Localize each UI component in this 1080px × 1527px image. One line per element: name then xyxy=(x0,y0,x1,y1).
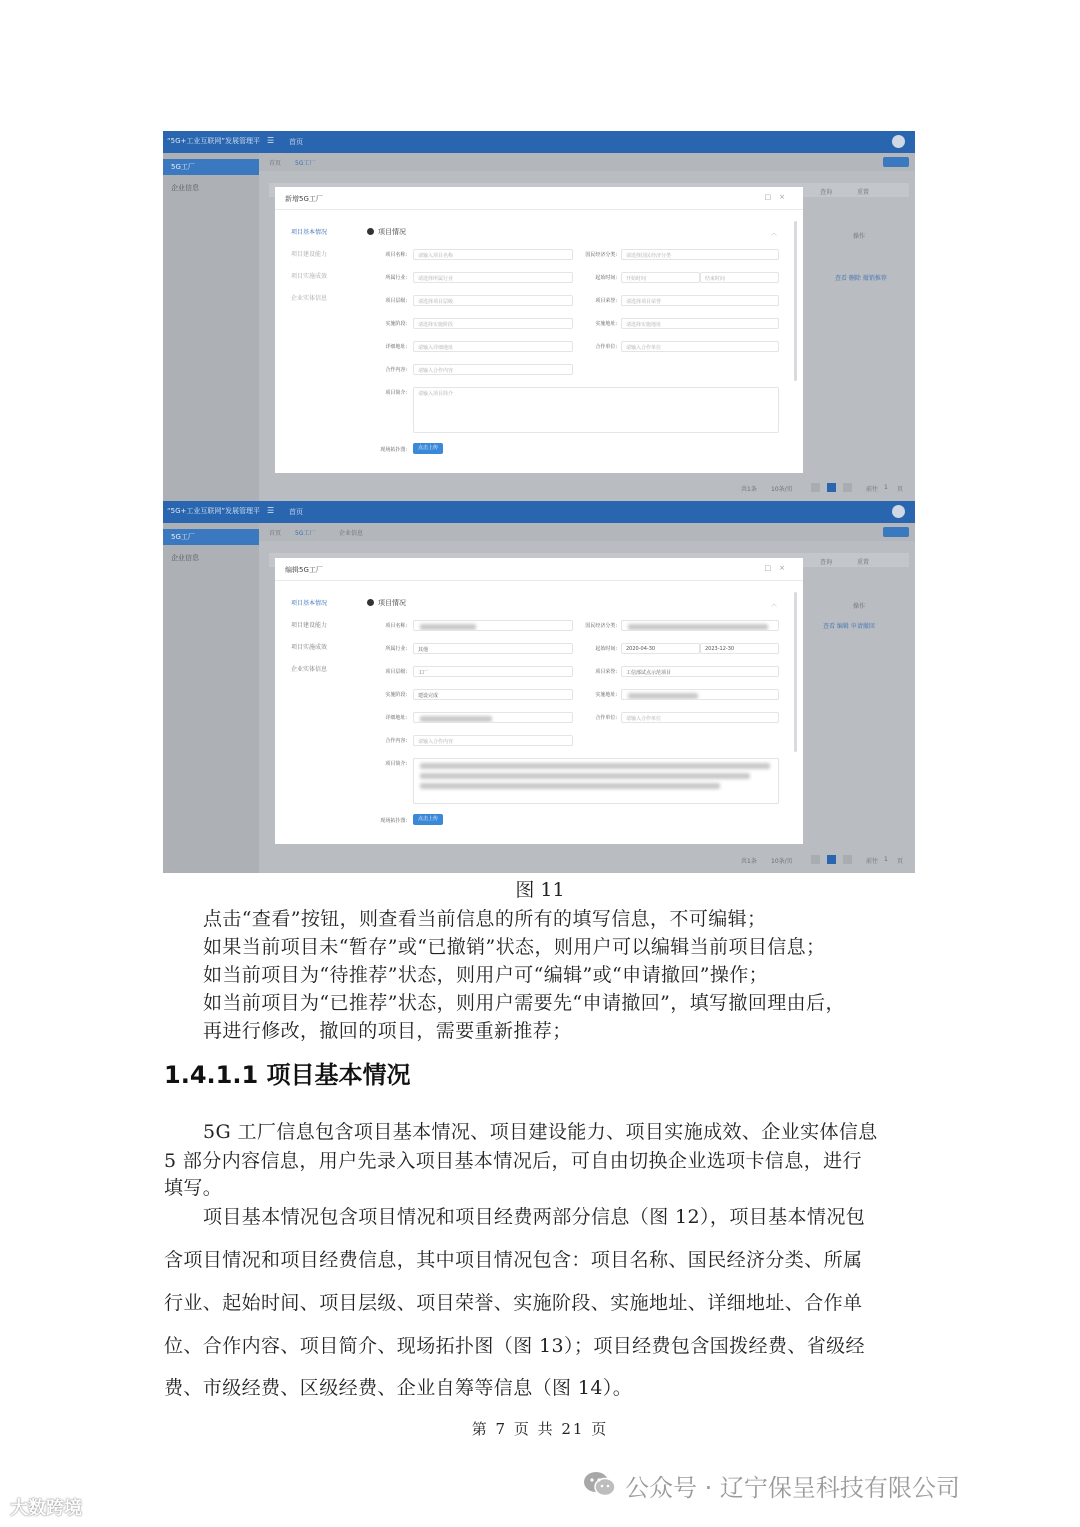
dialog-title: 新增5G工厂 xyxy=(285,195,323,203)
label-addr: 实施地址: xyxy=(595,692,617,698)
tab-5g-factory[interactable]: 5G工厂 xyxy=(295,530,316,537)
section-title-text: 项目情况 xyxy=(378,228,406,236)
new-factory-dialog xyxy=(275,187,803,473)
tab-home[interactable]: 首页 xyxy=(269,530,282,537)
label-coop: 合作内容: xyxy=(385,367,407,373)
redacted-text xyxy=(420,624,476,630)
select-industry[interactable]: 其他 xyxy=(413,643,573,654)
label-name: 项目名称: xyxy=(385,252,407,258)
body-line: 费、市级经费、区级经费、企业自筹等信息（图 14）。 xyxy=(164,1377,633,1399)
input-partner[interactable]: 请输入合作单位 xyxy=(621,341,779,352)
instruction-line: 如当前项目为“待推荐”状态，则用户可“编辑”或“申请撤回”操作； xyxy=(203,964,769,986)
tab-strip xyxy=(259,153,915,171)
label-intro: 项目简介: xyxy=(385,390,407,396)
tab-company-info[interactable]: 企业信息 xyxy=(339,530,364,537)
redacted-text xyxy=(420,763,770,769)
bg-row-actions[interactable]: 查看 删除 撤销推荐 xyxy=(835,275,887,282)
body-line: 项目基本情况包含项目情况和项目经费两部分信息（图 12），项目基本情况包 xyxy=(203,1206,866,1228)
pager-goto-page[interactable]: 1 xyxy=(884,484,888,491)
pager-current[interactable] xyxy=(827,855,836,864)
pager-size[interactable]: 10条/页 xyxy=(771,486,793,493)
pager-prev[interactable] xyxy=(811,855,820,864)
label-honor: 项目荣誉: xyxy=(595,298,617,304)
select-level[interactable]: 请选择项目层级 xyxy=(413,295,573,306)
select-honor[interactable]: 工信部试点示范项目 xyxy=(621,666,779,677)
label-stage: 实施阶段: xyxy=(385,692,407,698)
section-title-text: 项目情况 xyxy=(378,599,406,607)
instruction-line: 如果当前项目未“暂存”或“已撤销”状态，则用户可以编辑当前项目信息； xyxy=(203,936,826,958)
redacted-text xyxy=(420,783,720,789)
watermark-account: 公众号 · 辽宁保呈科技有限公司 xyxy=(625,1474,960,1502)
more-button[interactable] xyxy=(883,527,909,537)
menu-toggle-icon[interactable]: ☰ xyxy=(267,136,275,145)
body-line: 位、合作内容、项目简介、现场拓扑图（图 13）；项目经费包含国拨经费、省级经 xyxy=(164,1335,865,1357)
body-line: 5 部分内容信息，用户先录入项目基本情况后，可自由切换企业选项卡信息，进行 xyxy=(164,1150,862,1172)
info-icon xyxy=(367,599,374,606)
select-addr[interactable] xyxy=(621,689,779,700)
nav-construction[interactable]: 项目建设能力 xyxy=(291,251,328,258)
label-level: 项目层级: xyxy=(385,298,407,304)
nav-construction[interactable]: 项目建设能力 xyxy=(291,622,328,629)
scrollbar[interactable] xyxy=(794,592,797,752)
avatar[interactable] xyxy=(892,135,905,148)
dialog-title: 编辑5G工厂 xyxy=(285,566,323,574)
app-topbar xyxy=(163,131,915,153)
select-econ[interactable]: 请选择国民经济分类 xyxy=(621,249,779,260)
input-time-start[interactable]: 开始时间 xyxy=(621,272,700,283)
dialog-header xyxy=(275,187,803,210)
input-partner[interactable]: 请输入合作单位 xyxy=(621,712,779,723)
page-footer: 第 7 页 共 21 页 xyxy=(471,1420,609,1438)
pager-unit: 页 xyxy=(897,486,904,493)
bg-col-header: 操作 xyxy=(853,233,866,240)
label-topo: 现场拓扑图: xyxy=(380,818,407,824)
select-stage[interactable]: 请选择实施阶段 xyxy=(413,318,573,329)
screenshot-edit-factory xyxy=(163,501,915,873)
figure-caption: 图 11 xyxy=(515,879,565,901)
pager-next[interactable] xyxy=(843,483,852,492)
wechat-icon xyxy=(583,1470,617,1498)
nav-basic-info[interactable]: 项目基本情况 xyxy=(291,229,328,236)
pager-next[interactable] xyxy=(843,855,852,864)
select-econ[interactable] xyxy=(621,620,779,631)
chevron-up-icon[interactable]: ︿ xyxy=(770,601,777,608)
section-heading: 1.4.1.1 项目基本情况 xyxy=(164,1061,411,1089)
label-detail: 详细地址: xyxy=(385,344,407,350)
pager-size[interactable]: 10条/页 xyxy=(771,858,793,865)
sidebar xyxy=(163,153,259,501)
textarea-intro[interactable] xyxy=(413,758,779,804)
nav-results[interactable]: 项目实施成效 xyxy=(291,273,328,280)
body-line: 填写。 xyxy=(164,1177,223,1199)
input-detail[interactable]: 请输入详细地址 xyxy=(413,341,573,352)
menu-toggle-icon[interactable]: ☰ xyxy=(267,506,275,515)
breadcrumb-home[interactable]: 首页 xyxy=(289,138,303,146)
label-coop: 合作内容: xyxy=(385,738,407,744)
bg-search-label[interactable]: 查询 xyxy=(820,189,833,196)
label-time: 起始时间: xyxy=(595,646,617,652)
label-industry: 所属行业: xyxy=(385,275,407,281)
app-topbar xyxy=(163,501,915,523)
dialog-controls-icon[interactable]: □× xyxy=(764,564,793,572)
app-title: “5G+工业互联网”发展管理平 xyxy=(167,507,260,515)
pager-goto-page[interactable]: 1 xyxy=(884,856,888,863)
label-econ: 国民经济分类: xyxy=(585,623,617,629)
select-honor[interactable]: 请选择项目荣誉 xyxy=(621,295,779,306)
screenshot-new-factory xyxy=(163,131,915,501)
chevron-up-icon[interactable]: ︿ xyxy=(770,230,777,237)
label-name: 项目名称: xyxy=(385,623,407,629)
avatar[interactable] xyxy=(892,505,905,518)
nav-basic-info[interactable]: 项目基本情况 xyxy=(291,600,328,607)
pager-current[interactable] xyxy=(827,483,836,492)
label-addr: 实施地址: xyxy=(595,321,617,327)
body-line: 含项目情况和项目经费信息，其中项目情况包含：项目名称、国民经济分类、所属 xyxy=(164,1249,863,1271)
sidebar-item-5g-factory[interactable]: 5G工厂 xyxy=(163,159,259,175)
nav-entity[interactable]: 企业实体信息 xyxy=(291,666,328,673)
sidebar-item-company-info[interactable]: 企业信息 xyxy=(171,184,199,192)
pager-total: 共1条 xyxy=(741,486,757,493)
textarea-intro[interactable]: 请输入项目简介 xyxy=(413,387,779,433)
body-line: 行业、起始时间、项目层级、项目荣誉、实施阶段、实施地址、详细地址、合作单 xyxy=(164,1292,863,1314)
pager-total: 共1条 xyxy=(741,858,757,865)
nav-entity[interactable]: 企业实体信息 xyxy=(291,295,328,302)
label-partner: 合作单位: xyxy=(595,344,617,350)
label-time: 起始时间: xyxy=(595,275,617,281)
upload-button[interactable]: 点击上传 xyxy=(413,814,443,825)
dialog-header xyxy=(275,558,803,581)
label-econ: 国民经济分类: xyxy=(585,252,617,258)
sidebar xyxy=(163,523,259,873)
app-title: “5G+工业互联网”发展管理平 xyxy=(167,137,260,145)
instruction-line: 再进行修改，撤回的项目，需要重新推荐； xyxy=(203,1020,572,1042)
scrollbar[interactable] xyxy=(794,221,797,381)
bg-row-actions[interactable]: 查看 编辑 申请撤回 xyxy=(823,623,875,630)
instruction-line: 点击“查看”按钮，则查看当前信息的所有的填写信息，不可编辑； xyxy=(203,908,767,930)
select-level[interactable]: 工厂 xyxy=(413,666,573,677)
section-title xyxy=(367,227,406,237)
input-time-end[interactable]: 2023-12-30 xyxy=(700,643,779,654)
redacted-text xyxy=(420,773,750,779)
dialog-controls-icon[interactable]: □× xyxy=(764,193,793,201)
bg-reset-label[interactable]: 重置 xyxy=(857,189,870,196)
input-detail[interactable] xyxy=(413,712,573,723)
upload-button[interactable]: 点击上传 xyxy=(413,443,443,454)
input-time-start[interactable]: 2020-04-30 xyxy=(621,643,700,654)
edit-factory-dialog xyxy=(275,558,803,844)
bg-search-label[interactable]: 查询 xyxy=(820,559,833,566)
label-stage: 实施阶段: xyxy=(385,321,407,327)
tab-strip xyxy=(259,523,915,541)
nav-results[interactable]: 项目实施成效 xyxy=(291,644,328,651)
pager-goto: 前往 xyxy=(866,858,879,865)
select-addr[interactable]: 请选择实施地址 xyxy=(621,318,779,329)
select-industry[interactable]: 请选择所属行业 xyxy=(413,272,573,283)
tab-home[interactable]: 首页 xyxy=(269,160,282,167)
redacted-text xyxy=(420,716,492,722)
info-icon xyxy=(367,228,374,235)
pager-goto: 前往 xyxy=(866,486,879,493)
bg-reset-label[interactable]: 重置 xyxy=(857,559,870,566)
input-name[interactable] xyxy=(413,620,573,631)
label-topo: 现场拓扑图: xyxy=(380,447,407,453)
label-detail: 详细地址: xyxy=(385,715,407,721)
breadcrumb-home[interactable]: 首页 xyxy=(289,508,303,516)
pager-unit: 页 xyxy=(897,858,904,865)
sidebar-item-5g-factory[interactable]: 5G工厂 xyxy=(163,529,259,545)
section-title xyxy=(367,598,406,608)
label-intro: 项目简介: xyxy=(385,761,407,767)
more-button[interactable] xyxy=(883,157,909,167)
input-name[interactable]: 请输入项目名称 xyxy=(413,249,573,260)
input-coop[interactable]: 请输入合作内容 xyxy=(413,735,573,746)
body-line: 5G 工厂信息包含项目基本情况、项目建设能力、项目实施成效、企业实体信息 xyxy=(203,1121,878,1143)
watermark-brand: 大数跨境 xyxy=(10,1498,82,1519)
bg-col-header: 操作 xyxy=(853,603,866,610)
pager-prev[interactable] xyxy=(811,483,820,492)
label-industry: 所属行业: xyxy=(385,646,407,652)
select-stage[interactable]: 建设完成 xyxy=(413,689,573,700)
label-level: 项目层级: xyxy=(385,669,407,675)
input-time-end[interactable]: 结束时间 xyxy=(700,272,779,283)
redacted-text xyxy=(628,624,768,630)
input-coop[interactable]: 请输入合作内容 xyxy=(413,364,573,375)
tab-5g-factory[interactable]: 5G工厂 xyxy=(295,160,316,167)
instruction-line: 如当前项目为“已推荐”状态，则用户需要先“申请撤回”，填写撤回理由后， xyxy=(203,992,845,1014)
sidebar-item-company-info[interactable]: 企业信息 xyxy=(171,554,199,562)
redacted-text xyxy=(628,693,698,699)
label-partner: 合作单位: xyxy=(595,715,617,721)
label-honor: 项目荣誉: xyxy=(595,669,617,675)
